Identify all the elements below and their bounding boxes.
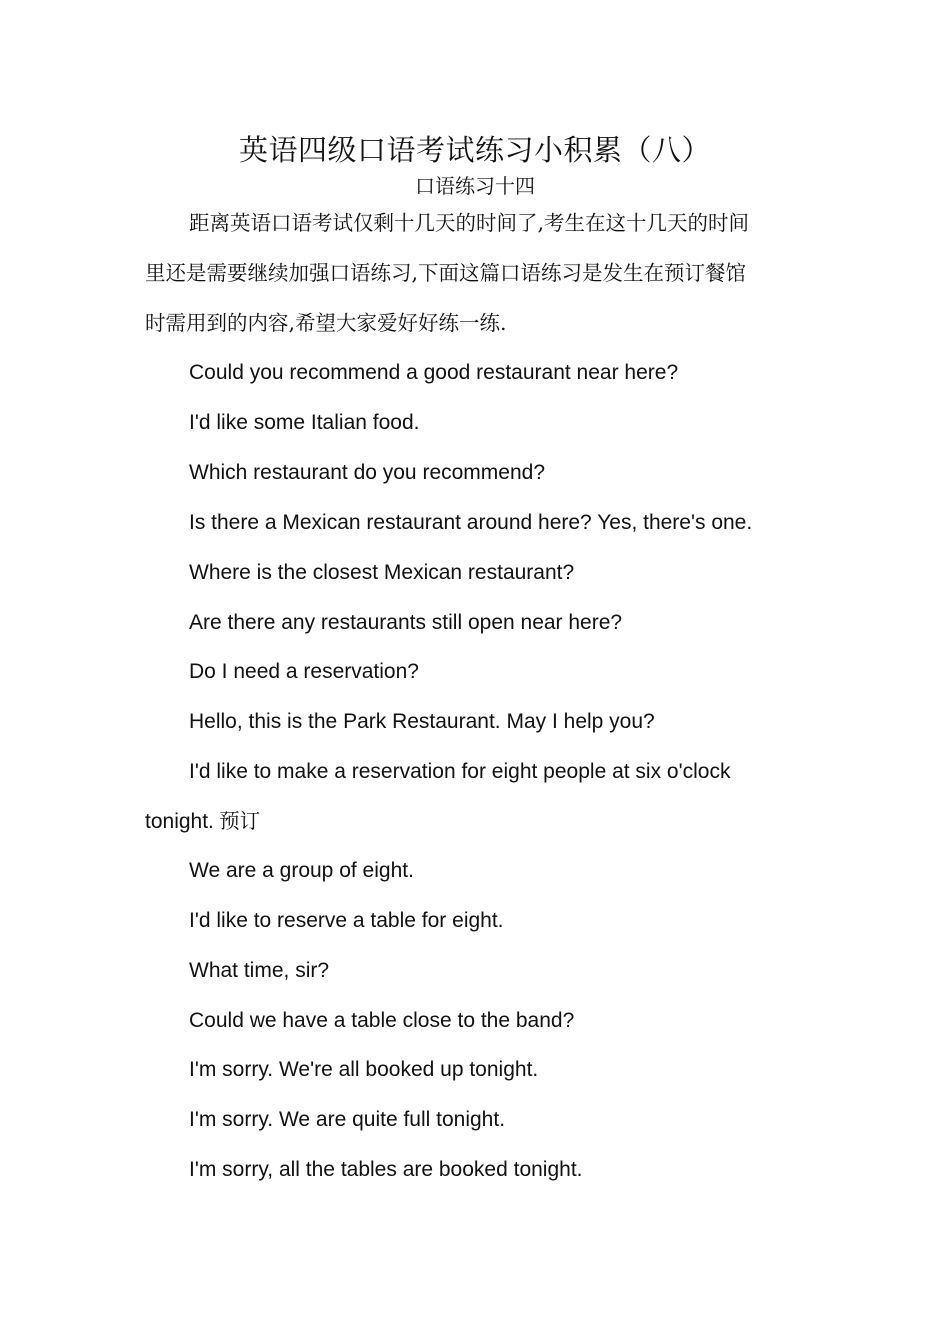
- sentence-line: We are a group of eight.: [189, 859, 414, 882]
- page-title: 英语四级口语考试练习小积累（八）: [238, 133, 711, 167]
- sentence-line-continuation: [145, 806, 260, 837]
- sentence-line: I'm sorry. We are quite full tonight.: [189, 1108, 506, 1131]
- sentence-line: I'd like to make a reservation for eight people at six o'clock: [189, 760, 731, 783]
- sentence-text: tonight.: [145, 810, 214, 833]
- sentence-line: I'd like some Italian food.: [189, 411, 420, 434]
- sentence-line: Hello, this is the Park Restaurant. May I help you?: [189, 710, 655, 733]
- sentence-line: I'm sorry. We're all booked up tonight.: [189, 1058, 539, 1081]
- sentence-line: What time, sir?: [189, 959, 330, 982]
- sentence-line: Are there any restaurants still open near here?: [189, 611, 623, 634]
- intro-line: 距离英语口语考试仅剩十几天的时间了,考生在这十几天的时间: [189, 211, 750, 235]
- sentence-line: Could we have a table close to the band?: [189, 1009, 575, 1032]
- sentence-line: I'd like to reserve a table for eight.: [189, 909, 504, 932]
- sentence-line: Could you recommend a good restaurant near here?: [189, 361, 679, 384]
- sentence-line: Do I need a reservation?: [189, 660, 419, 683]
- sentence-line: Is there a Mexican restaurant around here? Yes, there's one.: [189, 511, 753, 534]
- sentence-line: Which restaurant do you recommend?: [189, 461, 546, 484]
- intro-line: 里还是需要继续加强口语练习,下面这篇口语练习是发生在预订餐馆: [145, 261, 747, 285]
- page-subtitle: 口语练习十四: [415, 174, 535, 198]
- sentence-line: I'm sorry, all the tables are booked tonight.: [189, 1158, 583, 1181]
- reserve-note: 预订: [219, 809, 261, 833]
- sentence-line: Where is the closest Mexican restaurant?: [189, 561, 575, 584]
- intro-line: 时需用到的内容,希望大家爱好好练一练.: [145, 311, 507, 335]
